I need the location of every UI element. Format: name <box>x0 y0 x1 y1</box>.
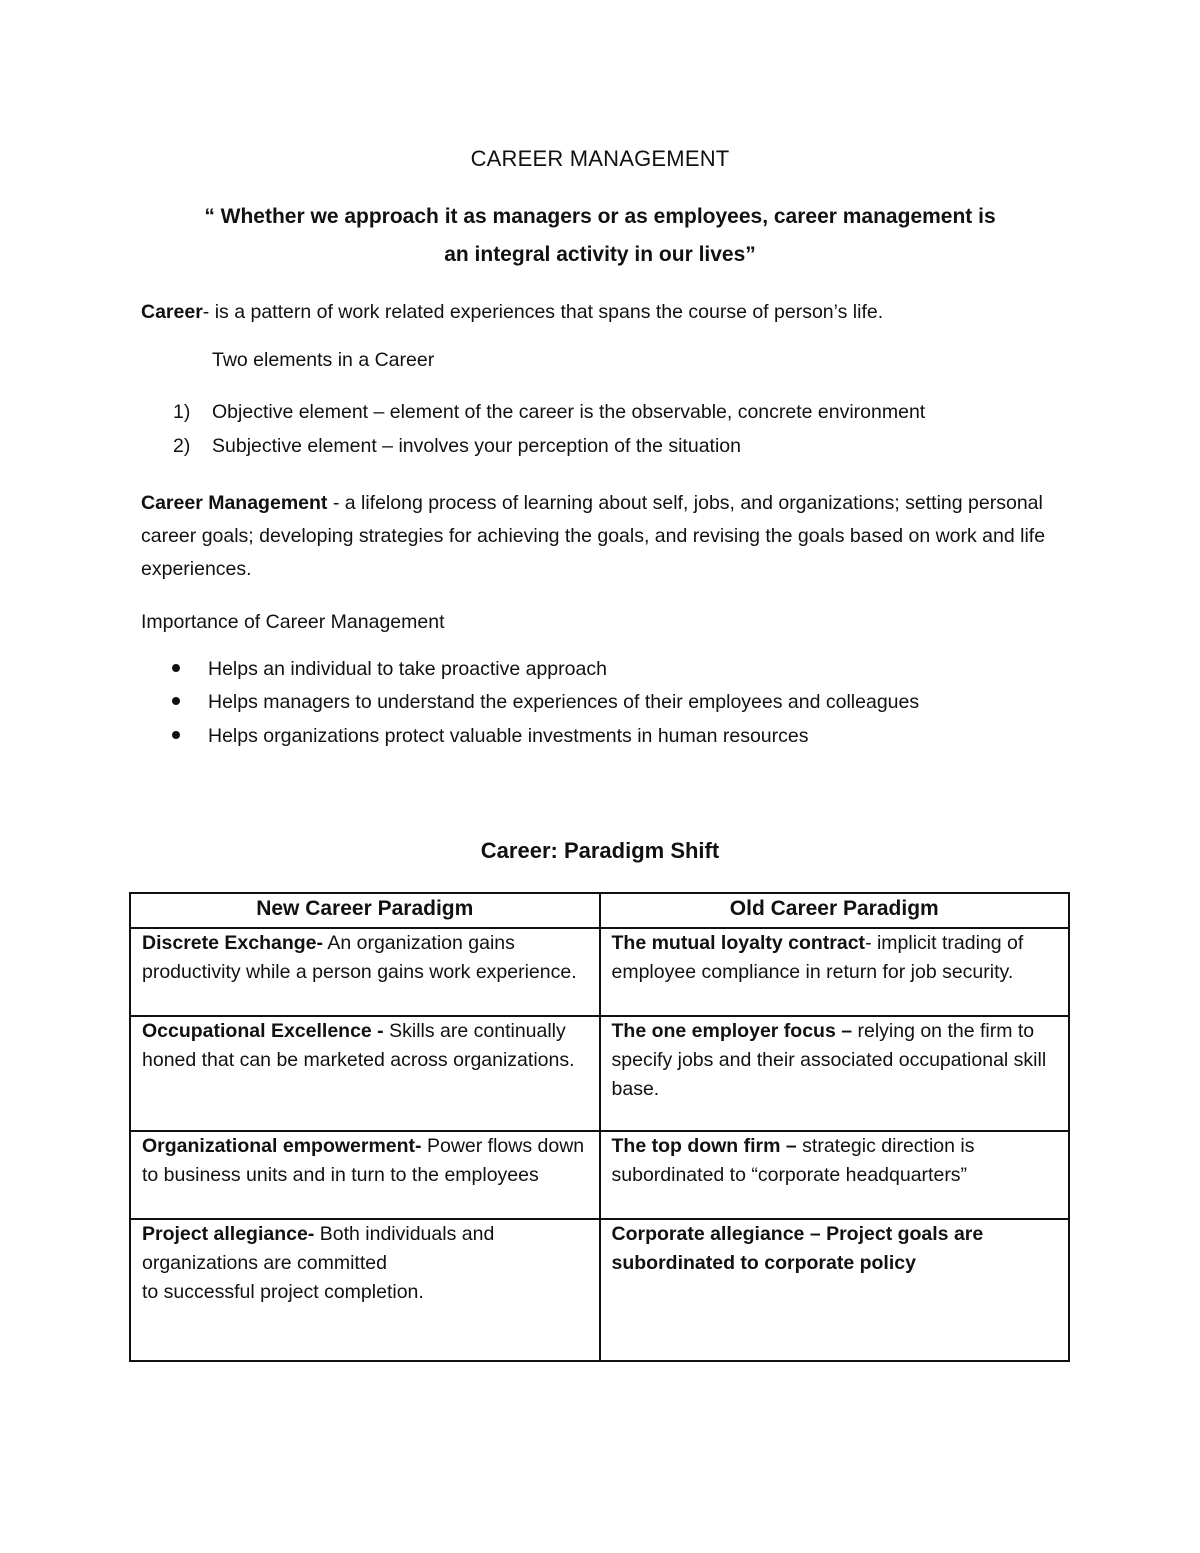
cell-term: Corporate allegiance – Project goals are subordinated to corporate policy <box>611 1223 984 1274</box>
cell-term: The mutual loyalty contract <box>611 932 866 954</box>
bullet-text: Helps an individual to take proactive approach <box>208 658 607 680</box>
table-cell-new <box>130 1016 600 1131</box>
quote-line-1: “ Whether we approach it as managers or as employees, career management is <box>204 205 996 228</box>
table-row <box>130 1131 1069 1219</box>
bullet-item <box>172 725 808 748</box>
header-old-career-paradigm: Old Career Paradigm <box>600 893 1070 928</box>
paradigm-table <box>129 892 1070 1362</box>
bullet-text: Helps managers to understand the experiences of their employees and colleagues <box>208 691 920 713</box>
bullet-icon <box>172 664 180 672</box>
table-cell-old <box>600 928 1070 1016</box>
table-cell-new <box>130 928 600 1016</box>
career-management-term: Career Management <box>141 492 328 514</box>
career-management-definition-text: - a lifelong process of learning about self, jobs, and organizations; setting personal career goals; developing strategies for achieving the goals, and revising the goals based on work and life experiences. <box>141 492 1046 580</box>
cell-term: The one employer focus – <box>611 1020 853 1042</box>
cell-text: An organization gains productivity while a person gains work experience. <box>142 932 577 983</box>
header-new-career-paradigm: New Career Paradigm <box>130 893 600 928</box>
table-row <box>130 928 1069 1016</box>
cell-term: The top down firm – <box>611 1135 797 1157</box>
table-row <box>130 1016 1069 1131</box>
list-number: 2) <box>173 435 191 457</box>
table-header-row <box>130 893 1069 928</box>
career-term: Career <box>141 301 203 323</box>
list-item-text: Subjective element – involves your perception of the situation <box>212 435 741 457</box>
table-cell-old <box>600 1131 1070 1219</box>
quote-line-2: an integral activity in our lives” <box>444 243 756 266</box>
cell-text: strategic direction is subordinated to “corporate headquarters” <box>611 1135 975 1186</box>
table-cell-old <box>600 1219 1070 1361</box>
bullet-text: Helps organizations protect valuable investments in human resources <box>208 725 809 747</box>
cell-term: Project allegiance- <box>142 1223 315 1245</box>
list-item <box>173 401 925 424</box>
cell-term: Occupational Excellence - <box>142 1020 384 1042</box>
table-title: Career: Paradigm Shift <box>480 838 720 863</box>
career-definition-text: - is a pattern of work related experiences that spans the course of person’s life. <box>202 301 884 323</box>
cell-text: Both individuals and organizations are committed <box>142 1223 495 1274</box>
list-number: 1) <box>173 401 191 423</box>
importance-heading: Importance of Career Management <box>141 611 445 633</box>
career-definition <box>141 296 1071 329</box>
table-cell-new <box>130 1131 600 1219</box>
list-item-text: Objective element – element of the career is the observable, concrete environment <box>212 401 926 423</box>
table-cell-old <box>600 1016 1070 1131</box>
list-item <box>173 435 741 458</box>
table-row <box>130 1219 1069 1361</box>
cell-text: relying on the firm to specify jobs and their associated occupational skill base. <box>611 1020 1047 1100</box>
cell-text-continued: to successful project completion. <box>142 1281 424 1303</box>
table-cell-new <box>130 1219 600 1361</box>
elements-heading: Two elements in a Career <box>212 349 435 371</box>
cell-text: Skills are continually honed that can be marketed across organizations. <box>142 1020 575 1071</box>
cell-term: Organizational empowerment- <box>142 1135 422 1157</box>
cell-text: Power flows down to business units and in turn to the employees <box>142 1135 585 1186</box>
career-management-definition <box>141 487 1066 586</box>
bullet-icon <box>172 697 180 705</box>
cell-text: - implicit trading of employee compliance in return for job security. <box>611 932 1024 983</box>
document-title: CAREER MANAGEMENT <box>470 146 730 171</box>
bullet-item <box>172 691 919 714</box>
cell-term: Discrete Exchange- <box>142 932 323 954</box>
bullet-item <box>172 658 607 681</box>
bullet-icon <box>172 731 180 739</box>
